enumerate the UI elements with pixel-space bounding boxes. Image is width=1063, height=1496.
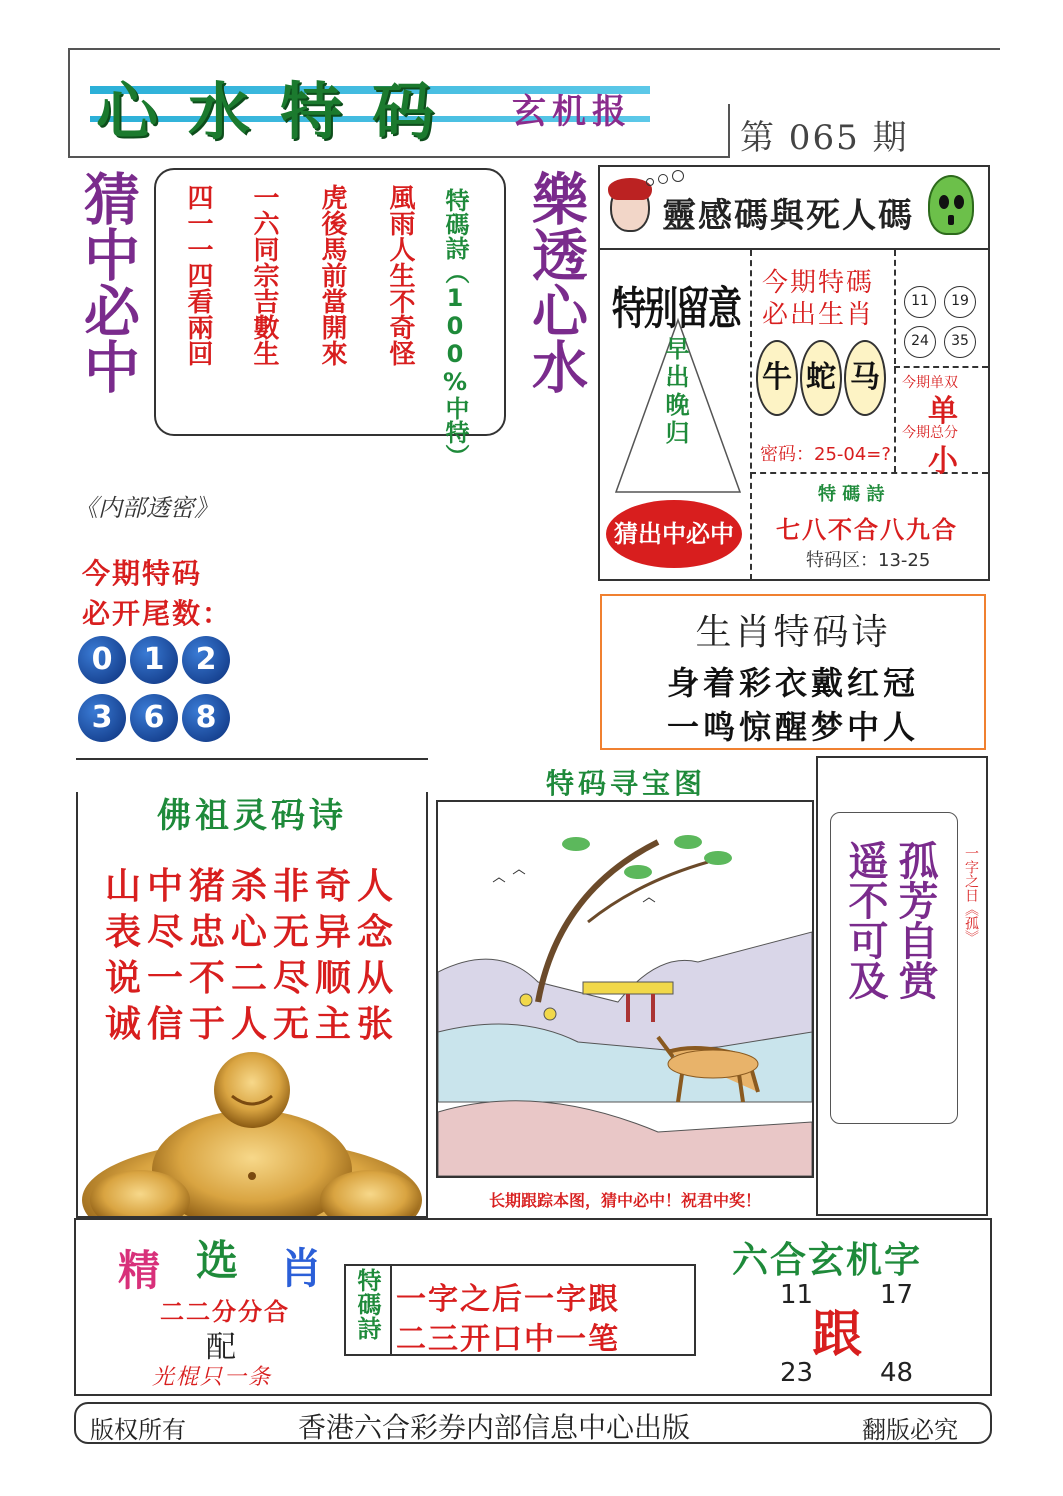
poem-column-3: 虎後馬前當開來: [317, 184, 347, 366]
thought-bubbles: [646, 170, 686, 186]
liuhe-number: 11: [780, 1280, 814, 1310]
ghost-col-divider: [750, 250, 752, 580]
ghost-poem-label: 特 碼 詩: [818, 484, 885, 505]
treasure-title: 特码寻宝图: [545, 767, 706, 800]
liuhe-gen: 跟: [812, 1305, 862, 1363]
tail-digit: 0: [78, 636, 126, 684]
tail-digit: 8: [182, 694, 230, 742]
poem-side-label: 特碼詩（100%中特）: [441, 188, 469, 468]
ghost-panel-title-divider: [600, 248, 988, 250]
number-ring: 11: [904, 286, 936, 318]
liuhe-title: 六合玄机字: [732, 1240, 923, 1281]
number-ring: 19: [944, 286, 976, 318]
code-line: 密码：25-04=?: [760, 444, 891, 465]
bottom-poem-line-1: 一字之后一字跟: [396, 1282, 620, 1317]
riddle-hint: 一字之日《孤》: [963, 846, 979, 944]
issue-number: 第 065 期: [740, 118, 909, 158]
jingxuan-1: 精: [118, 1246, 161, 1295]
internal-title: 《内部透密》: [74, 494, 218, 522]
left-banner: 猜中必中: [75, 170, 141, 394]
footer-left: 版权所有: [90, 1416, 186, 1444]
liuhe-number: 17: [880, 1280, 914, 1310]
buddha-line: 说一不二尽顺从: [104, 958, 399, 999]
bottom-poem-label: 特碼詩: [353, 1268, 381, 1340]
bottom-phrase-1: 二二分分合: [160, 1298, 290, 1326]
bottom-poem-divider: [390, 1264, 392, 1356]
skull-icon: [928, 175, 974, 235]
number-ring: 35: [944, 326, 976, 358]
zodiac-2: 蛇: [800, 340, 842, 416]
ghost-poem-text: 七八不合八九合: [776, 516, 958, 544]
tail-digit: 2: [182, 636, 230, 684]
internal-line-1: 今期特码: [82, 557, 203, 590]
face-icon: [610, 182, 650, 232]
page-title: 心水特码: [96, 75, 465, 148]
odd-even-value: 单: [928, 394, 958, 429]
footer-right: 翻版必究: [862, 1416, 958, 1444]
bottom-poem-line-2: 二三开口中一笔: [396, 1322, 620, 1357]
riddle-col-2: 孤芳自赏: [892, 840, 938, 1000]
ghost-panel-title: 靈感碼與死人碼: [662, 196, 914, 236]
internal-line-2: 必开尾数：: [82, 597, 233, 630]
ghost-num-divider: [894, 366, 988, 368]
zodiac-poem-title: 生肖特码诗: [695, 612, 891, 653]
poem-column-2: 一六同宗吉數生: [249, 184, 279, 366]
size-label: 今期总分: [902, 425, 958, 441]
number-ring: 24: [904, 326, 936, 358]
tail-digit: 3: [78, 694, 126, 742]
treasure-caption: 长期跟踪本图，猜中必中！祝君中奖！: [488, 1191, 761, 1210]
buddha-title: 佛祖灵码诗: [157, 796, 347, 836]
zodiac-title-2: 必出生肖: [762, 300, 875, 330]
special-notice: 特别留意: [612, 283, 740, 336]
bottom-phrase-2: 光棍只一条: [152, 1365, 273, 1390]
stamp: 猜出中必中: [606, 500, 742, 568]
liuhe-number: 48: [880, 1358, 914, 1388]
zodiac-title-1: 今期特碼: [762, 268, 875, 298]
tail-digit: 6: [130, 694, 178, 742]
tail-digit: 1: [130, 636, 178, 684]
liuhe-number: 23: [780, 1358, 814, 1388]
buddha-image: [80, 1050, 424, 1216]
buddha-line: 诚信于人无主张: [104, 1004, 399, 1045]
size-value: 小: [928, 444, 958, 479]
jingxuan-3: 肖: [280, 1244, 323, 1293]
footer-center: 香港六合彩券内部信息中心出版: [298, 1411, 691, 1444]
riddle-col-1: 遥不可及: [842, 840, 888, 1000]
ghost-right-col-divider: [894, 250, 896, 472]
buddha-line: 表尽忠心无异念: [104, 912, 399, 953]
poem-column-1: 四一一四看兩回: [183, 184, 213, 366]
header-underline: [68, 156, 728, 158]
bottom-pei: 配: [206, 1330, 236, 1365]
buddha-frame-top: [76, 758, 428, 760]
page-subtitle: 玄机报: [512, 92, 632, 132]
zodiac-3: 马: [844, 340, 886, 416]
triangle-text: 早出晚归: [661, 336, 689, 448]
jingxuan-2: 选: [196, 1236, 239, 1285]
special-zone: 特码区：13-25: [806, 550, 931, 571]
zodiac-poem-line-2: 一鸣惊醒梦中人: [666, 708, 919, 746]
odd-even-label: 今期单双: [902, 375, 958, 391]
buddha-line: 山中猪杀非奇人: [104, 866, 399, 907]
treasure-image: [438, 802, 812, 1176]
right-banner: 樂透心水: [523, 170, 589, 394]
zodiac-poem-line-1: 身着彩衣戴红冠: [666, 664, 919, 702]
poem-column-4: 風雨人生不奇怪: [385, 184, 415, 366]
zodiac-1: 牛: [756, 340, 798, 416]
